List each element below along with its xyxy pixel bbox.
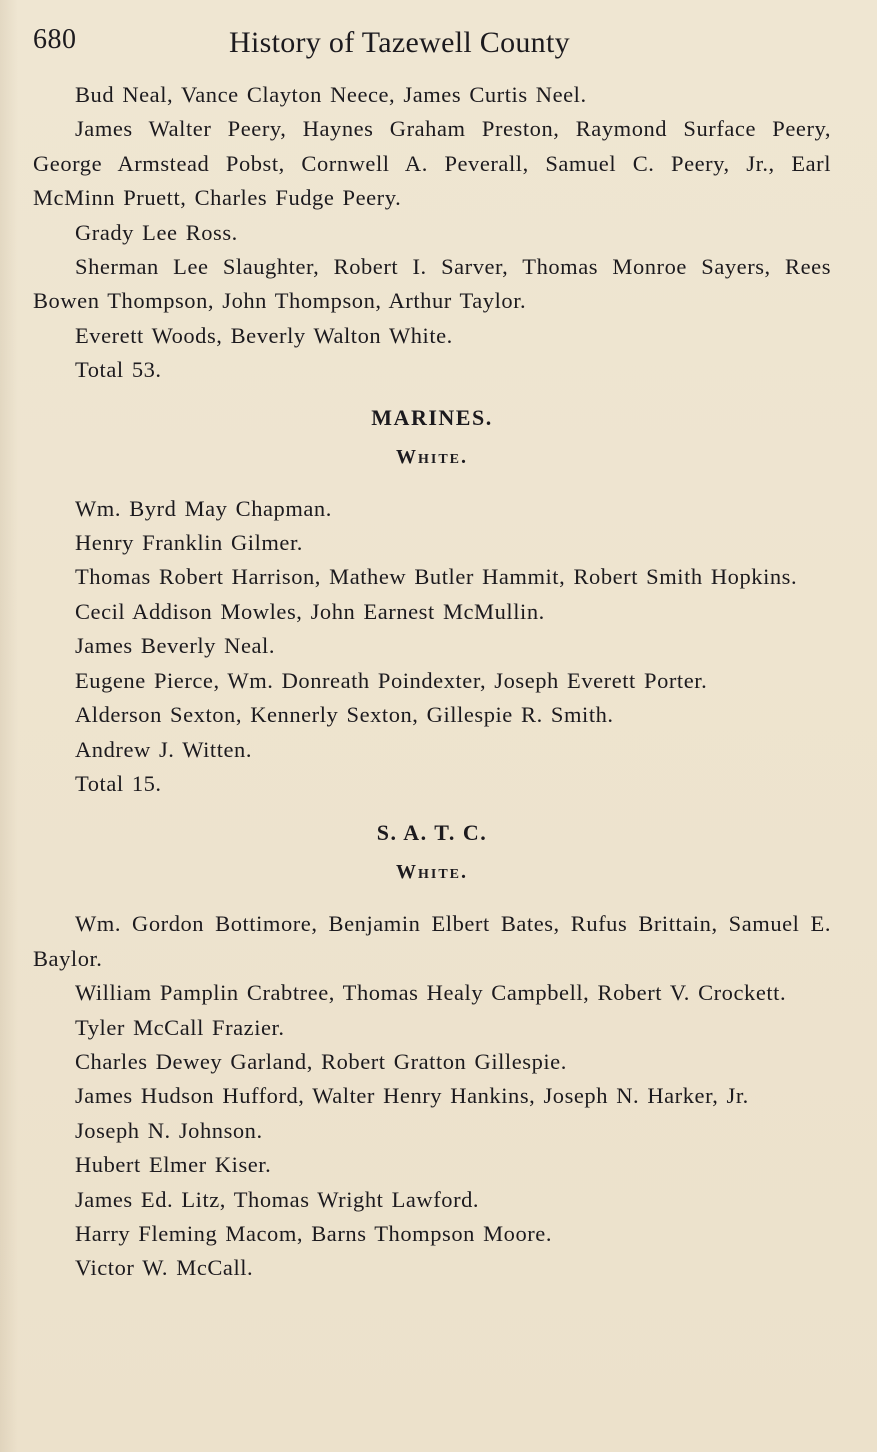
satc-section <box>33 813 831 1285</box>
marines-section <box>33 398 831 802</box>
name-list-paragraph: James Ed. Litz, Thomas Wright Lawford. <box>75 1186 480 1212</box>
name-list-paragraph: Hubert Elmer Kiser. <box>75 1152 272 1178</box>
name-list-paragraph: James Walter Peery, Haynes Graham Preston, Raymond Surface Peery, George Armstead Pobst, Cornwell A. Peverall, Samuel C. Peery, Jr., Earl McMinn Pruett, Charles Fudge Peery. <box>33 116 831 211</box>
page-number: 680 <box>33 24 77 55</box>
name-list-paragraph: Bud Neal, Vance Clayton Neece, James Curtis Neel. <box>75 82 587 107</box>
name-list-paragraph: William Pamplin Crabtree, Thomas Healy Campbell, Robert V. Crockett. <box>75 980 787 1006</box>
name-list-paragraph: Henry Franklin Gilmer. <box>75 530 303 556</box>
running-title: History of Tazewell County <box>229 26 570 59</box>
name-list-paragraph: Everett Woods, Beverly Walton White. <box>75 322 453 348</box>
name-list-paragraph: James Hudson Hufford, Walter Henry Hankins, Joseph N. Harker, Jr. <box>75 1083 749 1109</box>
name-list-paragraph: Andrew J. Witten. <box>75 736 253 762</box>
navy-continued-section <box>33 78 831 388</box>
section-heading-marines: MARINES. <box>371 404 493 430</box>
section-subheading-white: White. <box>395 445 468 468</box>
name-list-paragraph: Wm. Byrd May Chapman. <box>75 495 332 521</box>
name-list-paragraph: Wm. Gordon Bottimore, Benjamin Elbert Bates, Rufus Brittain, Samuel E. Baylor. <box>33 911 831 971</box>
name-list-paragraph: Victor W. McCall. <box>75 1255 254 1281</box>
name-list-paragraph: Cecil Addison Mowles, John Earnest McMullin. <box>75 598 545 624</box>
name-list-paragraph: Alderson Sexton, Kennerly Sexton, Gillespie R. Smith. <box>75 702 614 728</box>
section-total: Total 15. <box>75 770 162 796</box>
name-list-paragraph: James Beverly Neal. <box>75 633 276 659</box>
name-list-paragraph: Sherman Lee Slaughter, Robert I. Sarver, Thomas Monroe Sayers, Rees Bowen Thompson, John Thompson, Arthur Taylor. <box>33 254 831 314</box>
page-header <box>33 20 831 78</box>
section-heading-satc: S. A. T. C. <box>376 820 488 846</box>
name-list-paragraph: Eugene Pierce, Wm. Donreath Poindexter, Joseph Everett Porter. <box>75 667 708 693</box>
name-list-paragraph: Grady Lee Ross. <box>75 219 238 245</box>
name-list-paragraph: Harry Fleming Macom, Barns Thompson Moore. <box>75 1220 553 1246</box>
name-list-paragraph: Charles Dewey Garland, Robert Gratton Gillespie. <box>75 1048 567 1074</box>
name-list-paragraph: Tyler McCall Frazier. <box>75 1014 285 1040</box>
section-subheading-white: White. <box>395 861 468 884</box>
name-list-paragraph: Joseph N. Johnson. <box>75 1117 263 1143</box>
section-total: Total 53. <box>75 357 162 383</box>
name-list-paragraph: Thomas Robert Harrison, Mathew Butler Hammit, Robert Smith Hopkins. <box>75 564 798 590</box>
